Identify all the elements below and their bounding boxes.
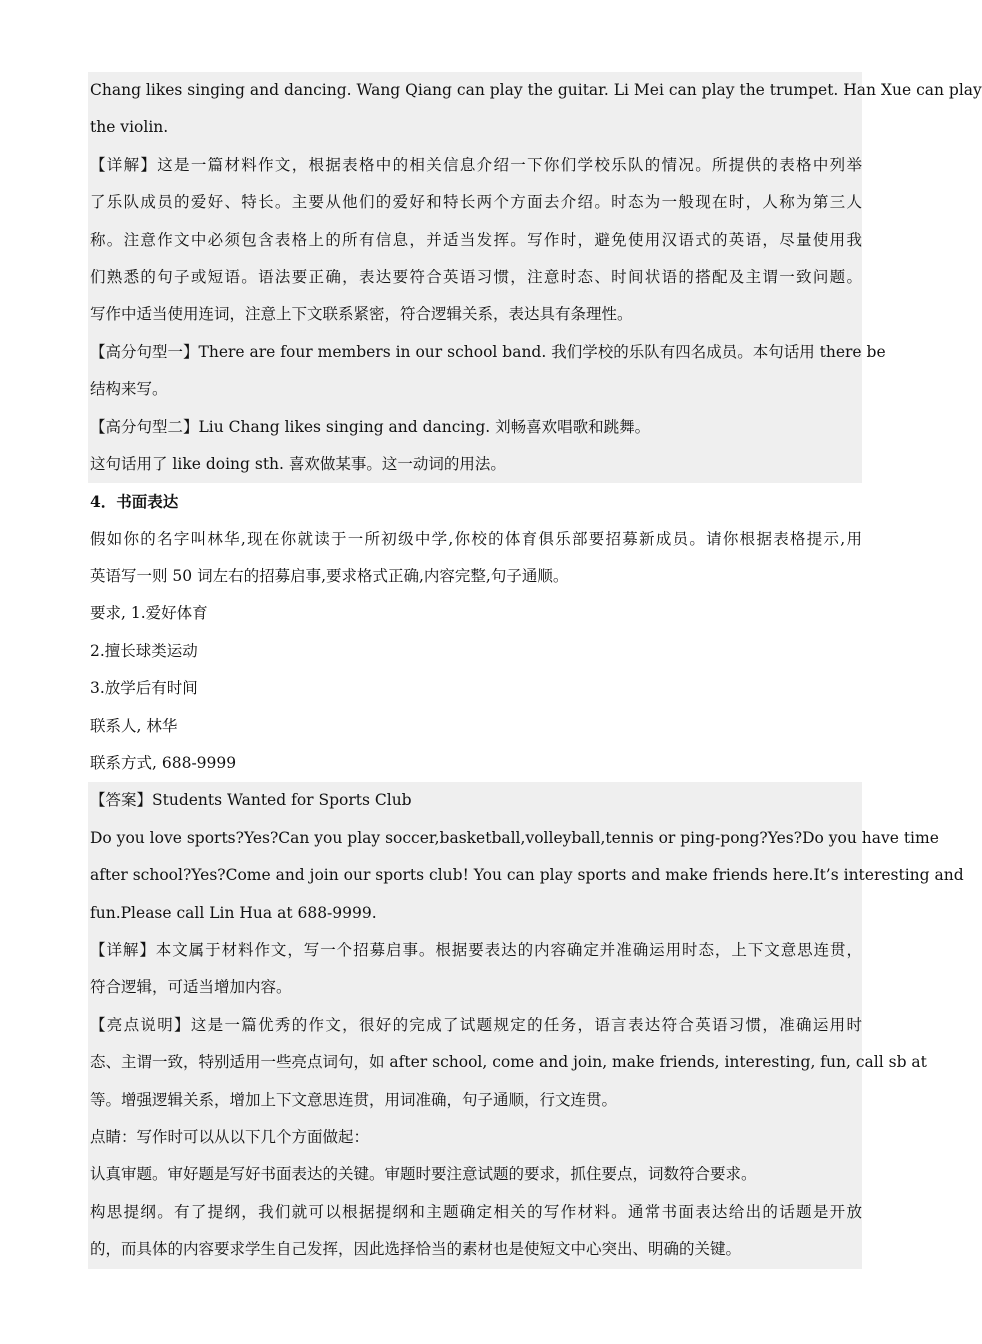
contact-person-line: 联系人, 林华 [90, 716, 178, 735]
text-line: Chang likes singing and dancing. Wang Qiang can play the guitar. Li Mei can play the trumpet. Han Xue can play [90, 81, 982, 99]
explanation-line: 写作中适当使用连词，注意上下文联系紧密，符合逻辑关系，表达具有条理性。 [90, 305, 633, 324]
answer-title-line: 【答案】Students Wanted for Sports Club [90, 791, 412, 810]
tip-line: 构思提纲。有了提纲，我们就可以根据提纲和主题确定相关的写作材料。通常书面表达给出的话题是开放 [90, 1202, 862, 1221]
question-block [88, 483, 862, 782]
explanation-line: 【详解】本文属于材料作文，写一个招募启事。根据要表达的内容确定并准确运用时态，上下文意思连贯， [90, 940, 862, 959]
requirement-line: 2.擅长球类运动 [90, 641, 198, 660]
tip-line: 的，而具体的内容要求学生自己发挥，因此选择恰当的素材也是使短文中心突出、明确的关键。 [90, 1240, 742, 1259]
requirement-line: 要求, 1.爱好体育 [90, 604, 208, 623]
contact-info-line: 联系方式, 688-9999 [90, 754, 237, 773]
question-line: 英语写一则 50 词左右的招募启事,要求格式正确,内容完整,句子通顺。 [90, 567, 569, 586]
question-heading: 4．书面表达 [90, 492, 179, 512]
text-line: the violin. [90, 118, 169, 137]
highlight-line: 【亮点说明】这是一篇优秀的作文，很好的完成了试题规定的任务，语言表达符合英语习惯，准确运用时 [90, 1015, 862, 1034]
answer-line: after school?Yes?Come and join our sports club! You can play sports and make friends here.It’s interesting and [90, 866, 964, 885]
answer-line: Do you love sports?Yes?Can you play soccer,basketball,volleyball,tennis or ping-pong?Yes?Do you have time [90, 828, 939, 847]
answer-line: fun.Please call Lin Hua at 688-9999. [90, 903, 377, 922]
explanation-line: 【详解】这是一篇材料作文，根据表格中的相关信息介绍一下你们学校乐队的情况。所提供的表格中列举 [90, 155, 862, 174]
document-page [88, 72, 982, 1269]
explanation-line: 称。注意作文中必须包含表格上的所有信息，并适当发挥。写作时，避免使用汉语式的英语，尽量使用我 [90, 230, 862, 249]
highlight-line: 等。增强逻辑关系，增加上下文意思连贯，用词准确，句子通顺，行文连贯。 [90, 1090, 618, 1109]
explanation-line: 了乐队成员的爱好、特长。主要从他们的爱好和特长两个方面去介绍。时态为一般现在时，人称为第三人 [90, 193, 862, 212]
question-line: 假如你的名字叫林华,现在你就读于一所初级中学,你校的体育俱乐部要招募新成员。请你根据表格提示,用 [90, 529, 862, 548]
answer-explanation-block-2 [88, 782, 964, 1268]
key-sentence-line: 这句话用了 like doing sth. 喜欢做某事。这一动词的用法。 [90, 454, 506, 473]
key-sentence-line: 【高分句型一】There are four members in our school band. 我们学校的乐队有四名成员。本句话用 there be [90, 342, 886, 361]
highlight-line: 态、主谓一致，特别适用一些亮点词句，如 after school, come and join, make friends, interesting, fun, call sb at [90, 1053, 927, 1072]
tip-line: 点睛：写作时可以从以下几个方面做起： [90, 1127, 370, 1146]
requirement-line: 3.放学后有时间 [90, 679, 198, 698]
key-sentence-line: 【高分句型二】Liu Chang likes singing and dancing. 刘畅喜欢唱歌和跳舞。 [90, 417, 651, 436]
explanation-line: 符合逻辑，可适当增加内容。 [90, 978, 292, 997]
key-sentence-line: 结构来写。 [90, 380, 168, 399]
answer-explanation-block-1 [88, 72, 982, 483]
tip-line: 认真审题。审好题是写好书面表达的关键。审题时要注意试题的要求，抓住要点，词数符合要求。 [90, 1165, 757, 1184]
explanation-line: 们熟悉的句子或短语。语法要正确，表达要符合英语习惯，注意时态、时间状语的搭配及主谓一致问题。 [90, 267, 862, 286]
